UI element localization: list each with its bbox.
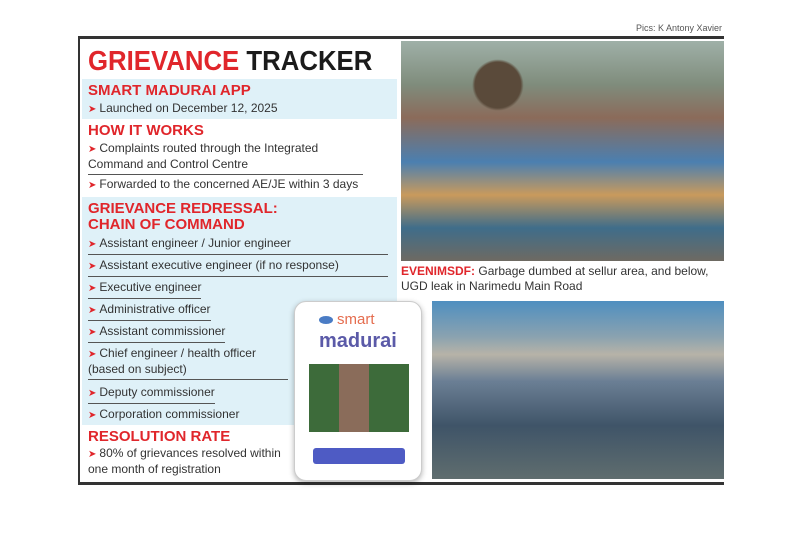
- section-heading-app: SMART MADURAI APP: [88, 82, 251, 99]
- section-heading-chain: GRIEVANCE REDRESSAL: CHAIN OF COMMAND: [88, 200, 278, 233]
- list-item: ➤ Assistant commissioner: [88, 324, 225, 343]
- list-item: ➤ Forwarded to the concerned AE/JE within 3 days: [88, 177, 359, 191]
- section-heading-how: HOW IT WORKS: [88, 122, 204, 139]
- list-item: ➤ Corporation commissioner: [88, 407, 240, 421]
- list-item: ➤ Chief engineer / health officer (based on subject): [88, 346, 288, 380]
- ugd-leak-photo: [432, 301, 724, 479]
- photo-caption: EVENIMSDF: Garbage dumbed at sellur area, and below, UGD leak in Narimedu Main Road: [401, 264, 709, 293]
- list-item: ➤ Deputy commissioner: [88, 385, 215, 404]
- list-item: ➤ Administrative officer: [88, 302, 211, 321]
- list-item: ➤ Launched on December 12, 2025: [88, 101, 278, 115]
- grievance-tracker-graphic: [78, 36, 724, 485]
- list-item: ➤ Assistant engineer / Junior engineer: [88, 236, 388, 255]
- app-button: [313, 448, 405, 464]
- garbage-photo: [401, 41, 724, 261]
- list-item: ➤ Assistant executive engineer (if no response): [88, 258, 388, 277]
- list-item: ➤ Executive engineer: [88, 280, 201, 299]
- app-name-smart: smart: [337, 311, 375, 328]
- section-heading-rate: RESOLUTION RATE: [88, 428, 231, 445]
- temple-image: [309, 364, 409, 432]
- list-item: ➤ Complaints routed through the Integrated Command and Control Centre: [88, 141, 363, 175]
- photo-credit: Pics: K Antony Xavier: [635, 23, 722, 33]
- app-name-madurai: madurai: [319, 330, 397, 352]
- app-screenshot: [294, 301, 422, 481]
- list-item: ➤ 80% of grievances resolved within one month of registration: [88, 446, 281, 476]
- app-logo-icon: [319, 316, 333, 324]
- page-title: GRIEVANCE TRACKER: [88, 45, 373, 76]
